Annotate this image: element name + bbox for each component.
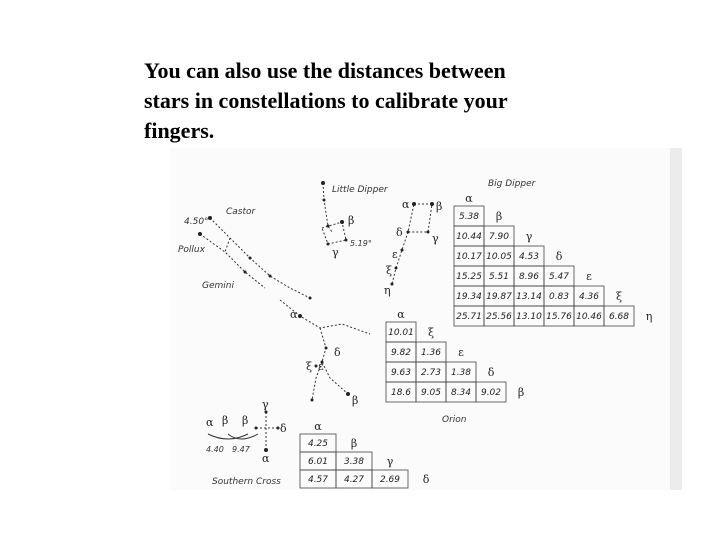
orion-table-star-1: ξ [427,326,435,339]
big-dipper-table-star-0: α [465,192,473,205]
little-dipper-angle: 5.19° [350,239,372,248]
orion-table-label: Orion [442,415,467,425]
southern-cross-table [300,420,430,488]
orion-table-cell: 18.6 [390,388,412,398]
big-dipper-table-cell: 13.10 [516,312,542,322]
big-dipper-table-cell: 7.90 [488,232,510,242]
big-dipper-table-star-2: γ [525,230,533,243]
little-dipper-gamma: γ [332,246,339,259]
southern-cross-table-star-2: γ [386,455,394,468]
little-dipper-label: Little Dipper [332,185,388,195]
southern-cross-beta-left: β [222,414,229,427]
orion-table-cell: 1.36 [420,348,442,358]
big-dipper-table-cell: 19.87 [486,292,512,302]
big-dipper-sketch-beta: β [436,200,443,213]
big-dipper-table-cell: 10.44 [456,232,482,242]
big-dipper-table-star-6: η [645,310,653,323]
orion-epsilon: ε [318,360,324,373]
orion-table-cell: 9.02 [480,388,502,398]
orion-table-cell: 9.05 [420,388,442,398]
big-dipper-table-cell: 15.76 [546,312,572,322]
big-dipper-sketch-xi: ξ [386,264,393,277]
southern-cross-delta: δ [280,422,287,435]
big-dipper-sketch-gamma: γ [432,232,439,245]
constellation-sketch [170,148,682,490]
orion-table-cell: 2.73 [420,368,442,378]
southern-cross-stars [255,411,280,453]
big-dipper-table-cell: 4.53 [518,252,540,262]
big-dipper-sketch-delta: δ [396,226,403,239]
big-dipper-table-cell: 6.68 [608,312,630,322]
orion-table-cell: 10.01 [388,328,414,338]
big-dipper-table-cell: 4.36 [578,292,600,302]
big-dipper-table-label: Big Dipper [488,179,536,189]
southern-cross-alpha-left: α [206,416,214,429]
big-dipper-table-star-5: ξ [615,290,623,303]
big-dipper-table-cell: 10.46 [576,312,602,322]
orion-table-star-2: ε [458,346,464,359]
caption-line-2: stars in constellations to calibrate your [144,88,508,113]
gemini-pollux: Pollux [178,245,205,255]
big-dipper-table-cell: 13.14 [516,292,542,302]
gemini-label: Gemini [202,281,234,291]
southern-cross-d1: 4.40 [206,445,224,454]
big-dipper-table-cell: 10.05 [486,252,512,262]
big-dipper-table-cell: 25.56 [486,312,512,322]
orion-table-cell: 8.34 [450,388,472,398]
southern-cross-sketch [256,412,278,450]
big-dipper-sketch-epsilon: ε [392,248,398,261]
big-dipper-table-cell: 8.96 [518,272,540,282]
southern-cross-d2: 9.47 [232,445,250,454]
southern-cross-table-cell: 2.69 [379,475,401,485]
southern-cross-table-star-1: β [350,437,358,450]
southern-cross-table-cell: 3.38 [343,457,365,467]
big-dipper-table-cell: 0.83 [548,292,570,302]
southern-cross-table-cell: 4.57 [307,475,329,485]
southern-cross-label: Southern Cross [212,477,281,487]
southern-cross-gamma: γ [262,398,269,411]
constellation-drawing [170,148,682,490]
big-dipper-table-cell: 15.25 [456,272,482,282]
orion-table [386,308,524,402]
orion-table-star-4: β [517,386,525,399]
orion-alpha: α [290,308,298,321]
gemini-line-2 [200,234,265,288]
big-dipper-table-cell: 5.47 [548,272,570,282]
southern-cross-table-star-3: δ [422,473,430,486]
big-dipper-table-cell: 25.71 [456,312,482,322]
southern-cross-table-cell: 4.25 [307,439,329,449]
orion-table-cell: 9.63 [390,368,412,378]
orion-table-cell: 9.82 [390,348,412,358]
big-dipper-table-cell: 5.51 [488,272,510,282]
orion-xi: ξ [306,360,313,373]
southern-cross-beta-right: β [242,414,249,427]
orion-table-star-3: δ [487,366,495,379]
orion-table-cell: 1.38 [450,368,472,378]
big-dipper-bowl [408,204,432,232]
big-dipper-sketch [392,204,432,284]
little-dipper-bowl [322,222,346,244]
southern-cross-table-cell: 6.01 [307,457,329,467]
big-dipper-table-star-1: β [495,210,503,223]
big-dipper-sketch-eta: η [384,284,391,297]
gemini-cross [225,238,230,252]
little-dipper-beta: β [348,214,355,227]
big-dipper-sketch-alpha: α [402,198,410,211]
southern-cross-table-cell: 4.27 [343,475,365,485]
caption-line-3: fingers. [144,118,215,143]
big-dipper-table-cell: 19.34 [456,292,482,302]
big-dipper-table-cell: 10.17 [456,252,482,262]
big-dipper-table-star-3: δ [555,250,563,263]
page-edge [670,148,682,490]
gemini-angle: 4.50° [184,217,209,227]
southern-cross-table-star-0: α [314,420,322,433]
big-dipper-table [454,192,652,326]
caption-line-1: You can also use the distances between [144,58,506,83]
big-dipper-table-star-4: ε [586,270,592,283]
orion-beta: β [352,394,359,407]
caption-text [144,56,564,146]
orion-table-star-0: α [397,308,405,321]
southern-cross-brace-1 [208,434,248,439]
orion-delta: δ [334,346,341,359]
orion-body [320,328,348,394]
big-dipper-table-cell: 5.38 [458,212,480,222]
distance-tables [300,192,652,488]
southern-cross-alpha: α [262,452,270,465]
gemini-castor: Castor [226,207,256,217]
